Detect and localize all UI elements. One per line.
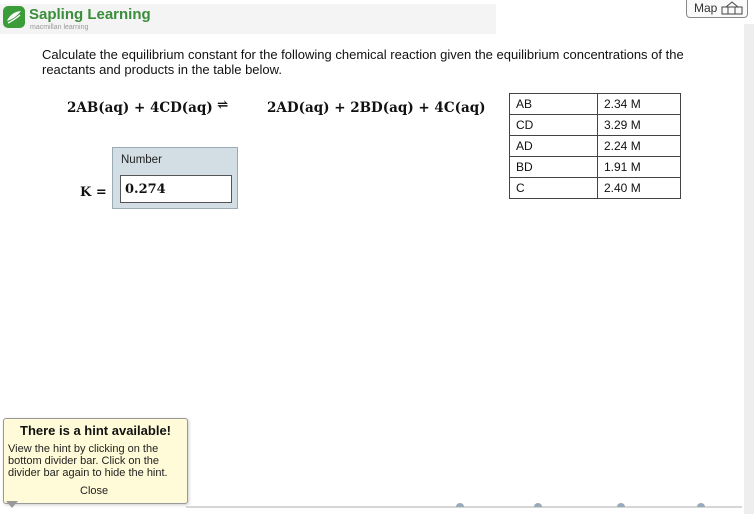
hint-popup: [3, 418, 188, 504]
table-row: [510, 157, 681, 178]
species-cell: AB: [510, 94, 598, 115]
concentration-cell: 2.40 M: [598, 178, 681, 199]
concentration-table: [509, 93, 681, 199]
table-row: [510, 94, 681, 115]
number-label: Number: [121, 154, 162, 166]
answer-panel: [112, 147, 238, 209]
species-cell: C: [510, 178, 598, 199]
hint-body: View the hint by clicking on the bottom divider bar. Click on the divider bar again to hide the hint.: [8, 443, 168, 479]
answer-input[interactable]: [120, 175, 232, 203]
k-label: K =: [80, 185, 107, 200]
divider-marker: [534, 503, 542, 507]
divider-marker: [456, 503, 464, 507]
brand-name: Sapling Learning: [29, 6, 151, 23]
equation-products: 2AD(aq) + 2BD(aq) + 4C(aq): [267, 100, 486, 116]
table-row: [510, 115, 681, 136]
map-button[interactable]: [686, 0, 748, 18]
species-cell: CD: [510, 115, 598, 136]
divider-marker: [697, 503, 705, 507]
bottom-divider-bar[interactable]: [186, 506, 742, 508]
concentration-cell: 3.29 M: [598, 115, 681, 136]
brand-subtitle: macmillan learning: [30, 24, 89, 31]
hint-close-button[interactable]: Close: [80, 485, 109, 497]
equilibrium-arrow-icon: ⇌: [217, 97, 229, 113]
sapling-logo-icon: [3, 6, 25, 28]
divider-marker: [617, 503, 625, 507]
equation-reactants: 2AB(aq) + 4CD(aq): [67, 100, 213, 116]
table-row: [510, 178, 681, 199]
concentration-cell: 2.34 M: [598, 94, 681, 115]
concentration-cell: 1.91 M: [598, 157, 681, 178]
map-icon: [721, 1, 743, 15]
question-text: Calculate the equilibrium constant for the following chemical reaction given the equilibrium concentrations of the reactants and products in the table below.: [42, 47, 684, 77]
concentration-cell: 2.24 M: [598, 136, 681, 157]
map-button-label: Map: [694, 1, 718, 15]
right-scroll-bar[interactable]: [744, 24, 754, 514]
species-cell: AD: [510, 136, 598, 157]
species-cell: BD: [510, 157, 598, 178]
hint-title: There is a hint available!: [20, 423, 171, 438]
table-row: [510, 136, 681, 157]
hint-pointer: [6, 501, 18, 508]
